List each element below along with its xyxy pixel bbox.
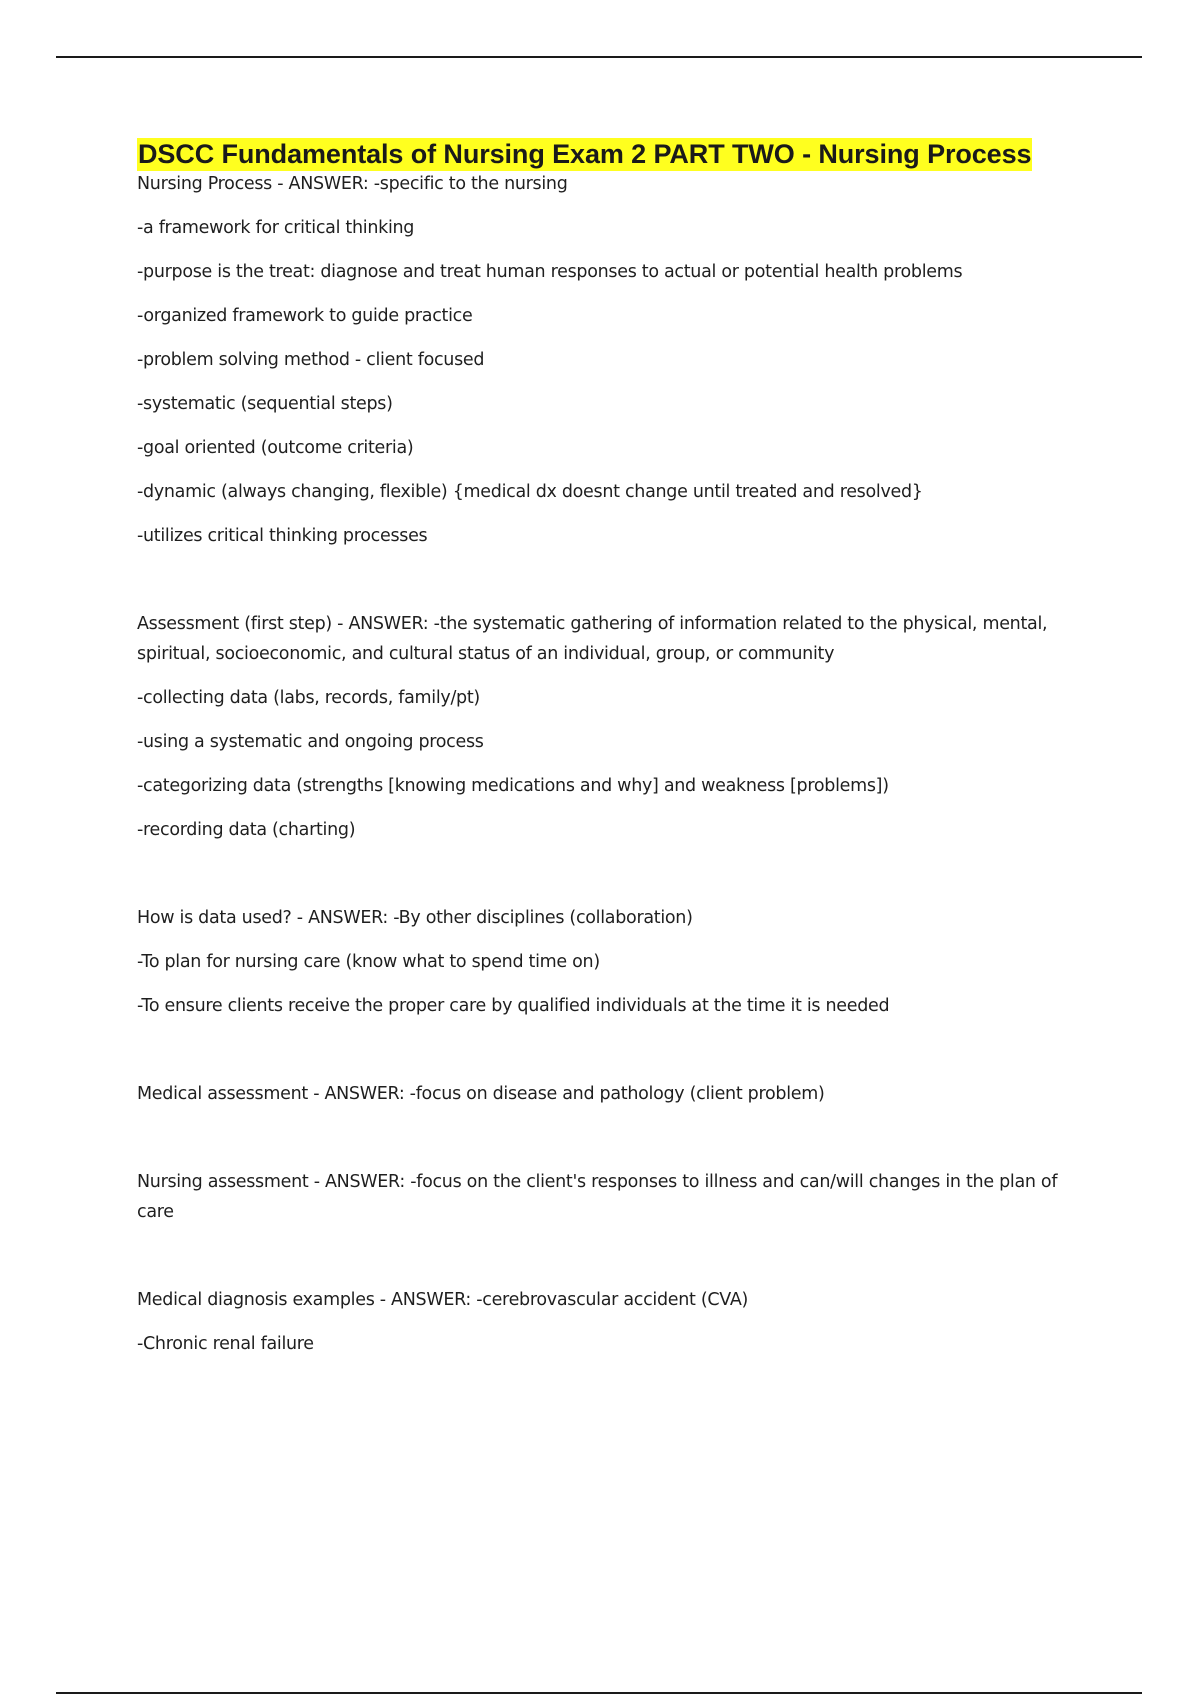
section-line: -utilizes critical thinking processes (137, 526, 428, 546)
section-assessment (137, 609, 1097, 845)
section-line: Medical diagnosis examples - ANSWER: -cerebrovascular accident (CVA) (137, 1290, 749, 1310)
section-medical-assessment (137, 1079, 1097, 1109)
section-line: -goal oriented (outcome criteria) (137, 438, 414, 458)
bottom-rule (56, 1692, 1142, 1694)
section-line: -dynamic (always changing, flexible) {medical dx doesnt change until treated and resolved} (137, 482, 923, 502)
document-content (137, 138, 1097, 1359)
section-line: -organized framework to guide practice (137, 306, 473, 326)
section-line: -systematic (sequential steps) (137, 394, 393, 414)
section-line: -Chronic renal failure (137, 1334, 314, 1354)
section-line: Nursing Process - ANSWER: -specific to the nursing (137, 174, 568, 194)
section-line: -using a systematic and ongoing process (137, 732, 484, 752)
section-data-usage (137, 903, 1097, 1021)
section-line: Assessment (first step) - ANSWER: -the systematic gathering of information related to the physical, mental, spiritual, socioeconomic, and cultural status of an individual, group, or community (137, 614, 1048, 664)
top-rule (56, 56, 1142, 58)
section-line: -To plan for nursing care (know what to spend time on) (137, 952, 600, 972)
section-line: -recording data (charting) (137, 820, 356, 840)
section-line: -a framework for critical thinking (137, 218, 415, 238)
section-line: -problem solving method - client focused (137, 350, 485, 370)
document-title: DSCC Fundamentals of Nursing Exam 2 PART TWO - Nursing Process (138, 139, 1032, 169)
section-line: How is data used? - ANSWER: -By other disciplines (collaboration) (137, 908, 693, 928)
section-medical-diagnosis (137, 1285, 1097, 1359)
section-nursing-assessment (137, 1167, 1097, 1227)
section-line: -To ensure clients receive the proper care by qualified individuals at the time it is needed (137, 996, 890, 1016)
section-line: Medical assessment - ANSWER: -focus on disease and pathology (client problem) (137, 1084, 825, 1104)
section-line: Nursing assessment - ANSWER: -focus on the client's responses to illness and can/will changes in the plan of care (137, 1172, 1058, 1222)
section-nursing-process (137, 169, 1097, 551)
section-line: -purpose is the treat: diagnose and treat human responses to actual or potential health problems (137, 262, 963, 282)
section-line: -collecting data (labs, records, family/pt) (137, 688, 480, 708)
section-line: -categorizing data (strengths [knowing medications and why] and weakness [problems]) (137, 776, 889, 796)
